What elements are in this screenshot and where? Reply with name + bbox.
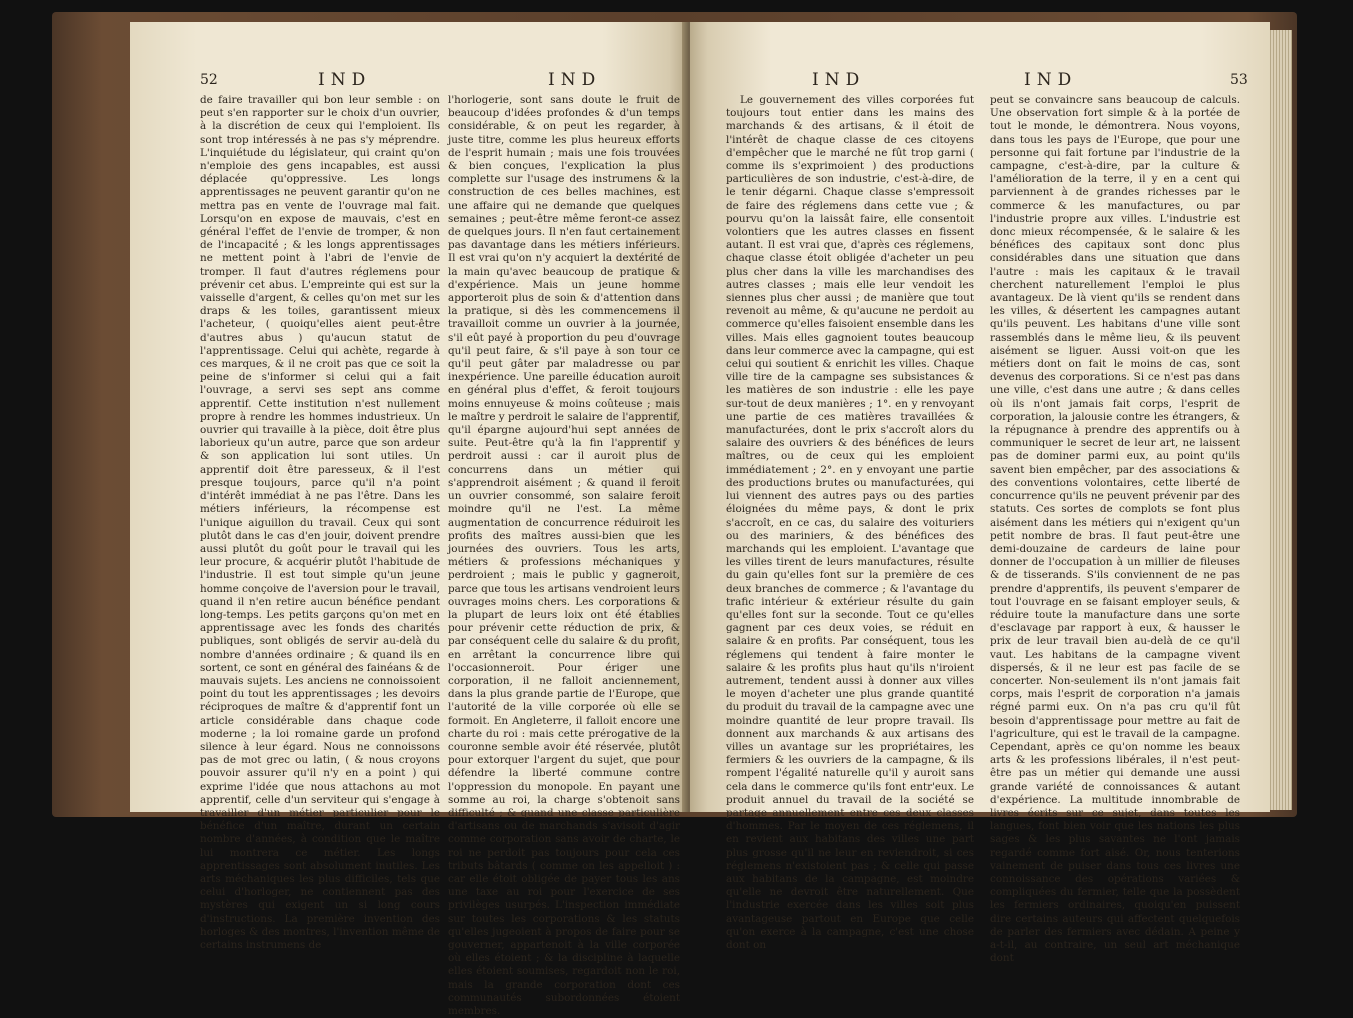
paragraph: Le gouvernement des villes corporées fut toujours tout entier dans les mains des marchands & des artisans, & il étoit de l'intérêt de chaque classe de ces citoyens d'empêcher que le marché ne fût trop garni ( comme ils s'exprimoient ) des productions particulières de son industrie, c'est-à-dire, de le tenir dégarni. Chaque classe s'empressoit de faire des réglemens dans cette vue ; & pourvu qu'on la laissât faire, elle consentoit volontiers que les autres classes en fissent autant. Il est vrai que, d'après ces réglemens, chaque classe étoit obligée d'acheter un peu plus cher dans la ville les marchandises des autres classes ; mais elle leur vendoit les siennes plus cher aussi ; de manière que tout revenoit au même, & qu'aucune ne perdoit au commerce qu'elles faisoient ensemble dans les villes. Mais elles gagnoient toutes beaucoup dans leur commerce avec la campagne, qui est celui qui soutient & enrichit les villes. Chaque ville tire de la campagne ses subsistances & les matières de son industrie : elle les paye sur-tout de deux manières ; 1°. en y renvoyant une partie de ces matières travaillées & manufacturées, dont le prix s'accroît alors du salaire des ouvriers & des bénéfices de leurs maîtres, ou de ceux qui les emploient immédiatement ; 2°. en y envoyant une partie des productions brutes ou manufacturées, qui lui viennent des autres pays ou des parties éloignées du même pays, & dont le prix s'accroît, en ce cas, du salaire des voituriers ou des mariniers, & des bénéfices des marchands qui les emploient. L'avantage que les villes tirent de leurs manufactures, résulte du gain qu'elles font sur la première de ces deux branches de commerce ; & l'avantage du trafic intérieur & extérieur résulte du gain qu'elles font sur la seconde. Tout ce qu'elles gagnent par ces deux voies, se réduit en salaire & en profits. Par conséquent, tous les réglemens qui tendent à faire monter le salaire & les profits plus haut qu'ils n'iroient autrement, tendent aussi à donner aux villes le moyen d'acheter une plus grande quantité du produit du travail de la campagne avec une moindre quantité de leur propre travail. Ils donnent aux marchands & aux artisans des villes un avantage sur les propriétaires, les fermiers & les ouvriers de la campagne, & ils rompent l'égalité naturelle qu'il y auroit sans cela dans le commerce qu'ils font entr'eux. Le produit annuel du travail de la société se partage annuellement entre ces deux classes d'hommes. Par le moyen de ces réglemens, il en revient aux habitans des villes une part plus grosse qu'il ne leur en reviendroit, si ces réglemens n'existoient pas ; & celle qui passe aux habitans de la campagne, est moindre qu'elle ne devroit être naturellement. Que l'industrie exercée dans les villes soit plus avantageuse partout en Europe que celle qu'on exerce à la campagne, c'est une chose dont on [726, 94, 974, 951]
text-column [990, 94, 1240, 965]
running-head: IND [548, 70, 602, 90]
running-head: IND [1024, 70, 1078, 90]
page-number: 53 [1230, 72, 1248, 88]
running-head: IND [318, 70, 372, 90]
paragraph: peut se convaincre sans beaucoup de calculs. Une observation fort simple & à la portée de tout le monde, le démontrera. Nous voyons, dans tous les pays de l'Europe, que pour une personne qui fait fortune par l'industrie de la campagne, c'est-à-dire, par la culture & l'amélioration de la terre, il y en a cent qui parviennent à de grandes richesses par le commerce & les manufactures, ou par l'industrie propre aux villes. L'industrie est donc mieux récompensée, & le salaire & les bénéfices des capitaux sont donc plus considérables dans une situation que dans l'autre : mais les capitaux & le travail cherchent naturellement l'emploi le plus avantageux. De là vient qu'ils se rendent dans les villes, & désertent les campagnes autant qu'ils peuvent. Les habitans d'une ville sont rassemblés dans le même lieu, & ils peuvent aisément se liguer. Aussi voit-on que les métiers dont on fait le moins de cas, sont devenus des corporations. Si ce n'est pas dans une ville, c'est dans une autre ; & dans celles où ils n'ont jamais fait corps, l'esprit de corporation, la jalousie contre les étrangers, & la répugnance à prendre des apprentifs ou à communiquer le secret de leur art, ne laissent pas de dominer parmi eux, au point qu'ils savent bien empêcher, par des associations & des conventions volontaires, cette liberté de concurrence qu'ils ne peuvent prévenir par des statuts. Ces sortes de complots se font plus aisément dans les métiers qui n'exigent qu'un petit nombre de bras. Il faut peut-être une demi-douzaine de cardeurs de laine pour donner de l'occupation à un millier de fileuses & de tisserands. S'ils conviennent de ne pas prendre d'apprentifs, ils peuvent s'emparer de tout l'ouvrage en se faisant employer seuls, & réduire toute la manufacture dans une sorte d'esclavage par rapport à eux, & hausser le prix de leur travail bien au-delà de ce qu'il vaut. Les habitans de la campagne vivent dispersés, & il ne leur est pas facile de se concerter. Non-seulement ils n'ont jamais fait corps, mais l'esprit de corporation n'a jamais régné parmi eux. On n'a pas cru qu'il fût besoin d'apprentissage pour mettre au fait de l'agriculture, qui est le travail de la campagne. Cependant, après ce qu'on nomme les beaux arts & les professions libérales, il n'est peut-être pas un métier qui demande une aussi grande variété de connoissances & autant d'expérience. La multitude innombrable de livres écrits sur ce sujet, dans toutes les langues, font bien voir que les nations les plus sages & les plus savantes ne l'ont jamais regardé comme fort aisé. Or, nous tenterions vainement de puiser dans tous ces livres une connoissance des opérations variées & compliquées du fermier, telle que la possèdent les fermiers ordinaires, quoiqu'en puissent dire certains auteurs qui affectent quelquefois de parler des fermiers avec dédain. A peine y a-t-il, au contraire, un seul art méchanique dont [990, 94, 1240, 965]
text-column [726, 94, 974, 951]
text-column [200, 94, 440, 951]
paragraph: l'horlogerie, sont sans doute le fruit de beaucoup d'idées profondes & d'un temps considérable, & on peut les regarder, à juste titre, comme les plus heureux efforts de l'esprit humain ; mais une fois trouvées & bien conçues, l'explication la plus complette sur l'usage des instrumens & la construction de ces belles machines, est une affaire qui ne demande que quelques semaines ; peut-être même feront-ce assez de quelques jours. Il n'en faut certainement pas davantage dans les métiers inférieurs. Il est vrai qu'on n'y acquiert la dextérité de la main qu'avec beaucoup de pratique & d'expérience. Mais un jeune homme apporteroit plus de soin & d'attention dans la pratique, si dès les commencemens il travailloit comme un ouvrier à la journée, s'il eût payé à proportion du peu d'ouvrage qu'il peut faire, & s'il paye à son tour ce qu'il peut gâter par maladresse ou par inexpérience. Une pareille éducation auroit en général plus d'effet, & feroit toujours moins ennuyeuse & moins coûteuse ; mais le maître y perdroit le salaire de l'apprentif, qu'il épargne aujourd'hui sept années de suite. Peut-être qu'à la fin l'apprentif y perdroit aussi : car il auroit plus de concurrens dans un métier qui s'apprendroit aisément ; & quand il feroit un ouvrier consommé, son salaire feroit moindre qu'il ne l'est. La même augmentation de concurrence réduiroit les profits des maîtres aussi-bien que les journées des ouvriers. Tous les arts, métiers & professions méchaniques y perdroient ; mais le public y gagneroit, parce que tous les artisans vendroient leurs ouvrages moins chers. Les corporations & la plupart de leurs loix ont été établies pour prévenir cette réduction de prix, & par conséquent celle du salaire & du profit, en arrêtant la concurrence libre qui l'occasionneroit. Pour ériger une corporation, il ne falloit anciennement, dans la plus grande partie de l'Europe, que l'autorité de la ville corporée où elle se formoit. En Angleterre, il falloit encore une charte du roi : mais cette prérogative de la couronne semble avoir été réservée, plutôt pour extorquer l'argent du sujet, que pour défendre la liberté commune contre l'oppression du monopole. En payant une somme au roi, la charge s'obtenoit sans difficulté ; & quand une classe particulière d'artisans ou de marchands s'avisoit d'agir comme corporation sans avoir de charte, le roi ne perdoit pas toujours pour cela ces tributs bâtards ( comme on les appelloit ) : car elle étoit obligée de payer tous les ans une taxe au roi pour l'exercice de ses privilèges usurpés. L'inspection immédiate sur toutes les corporations & les statuts qu'elles jugeoient à propos de faire pour se gouverner, appartenoit à la ville corporée où elles étoient ; & la discipline à laquelle elles étoient soumises, regardoit non le roi, mais la grande corporation dont ces communautés subordonnées étoient membres. [448, 94, 680, 1018]
page-number: 52 [200, 72, 218, 88]
paragraph: de faire travailler qui bon leur semble : on peut s'en rapporter sur le choix d'un ouvrier, à la discrétion de ceux qui l'emploient. Ils sont trop intéressés à ne pas s'y méprendre. L'inquiétude du législateur, qui craint qu'on n'emploie des gens incapables, est aussi déplacée qu'oppressive. Les longs apprentissages ne peuvent garantir qu'on ne mettra pas en vente de l'ouvrage mal fait. Lorsqu'on en expose de mauvais, c'est en général l'effet de l'envie de tromper, & non de l'incapacité ; & les longs apprentissages ne mettent point à l'abri de l'envie de tromper. Il faut d'autres réglemens pour prévenir cet abus. L'empreinte qui est sur la vaisselle d'argent, & celles qu'on met sur les draps & les toiles, garantissent mieux l'acheteur, ( quoiqu'elles aient peut-être d'autres abus ) qu'aucun statut de l'apprentissage. Celui qui achète, regarde à ces marques, & il ne croit pas que ce soit la peine de s'informer si celui qui a fait l'ouvrage, a servi ses sept ans comme apprentif. Cette institution n'est nullement propre à rendre les hommes industrieux. Un ouvrier qui travaille à la pièce, doit être plus laborieux qu'un autre, parce que son ardeur & son application lui sont utiles. Un apprentif doit être paresseux, & il l'est presque toujours, parce qu'il n'a point d'intérêt immédiat à ne pas l'être. Dans les métiers inférieurs, la récompense est l'unique aiguillon du travail. Ceux qui sont plutôt dans le cas d'en jouir, doivent prendre aussi plutôt du goût pour le travail qui les leur procure, & acquérir plutôt l'habitude de l'industrie. Il est tout simple qu'un jeune homme conçoive de l'aversion pour le travail, quand il n'en retire aucun bénéfice pendant long-temps. Les petits garçons qu'on met en apprentissage avec les fonds des charités publiques, sont obligés de servir au-delà du nombre d'années ordinaire ; & quand ils en sortent, ce sont en général des fainéans & de mauvais sujets. Les anciens ne connoissoient point du tout les apprentissages ; les devoirs réciproques de maître & d'apprentif font un article considérable dans chaque code moderne ; la loi romaine garde un profond silence à leur égard. Nous ne connoissons pas de mot grec ou latin, ( & nous croyons pouvoir assurer qu'il n'y en a point ) qui exprime l'idée que nous attachons au mot apprentif, celle d'un serviteur qui s'engage à travailler d'un métier particulier pour le bénéfice d'un maître, durant un certain nombre d'années, à condition que le maître lui montrera ce métier. Les longs apprentissages sont absolument inutiles. Les arts méchaniques les plus difficiles, tels que celui d'horloger, ne contiennent pas des mystères qui exigent un si long cours d'instructions. La première invention des horloges & des montres, l'invention même de certains instrumens de [200, 94, 440, 951]
running-head: IND [812, 70, 866, 90]
left-page [130, 22, 686, 1018]
text-column [448, 94, 680, 1018]
right-page [690, 22, 1270, 965]
